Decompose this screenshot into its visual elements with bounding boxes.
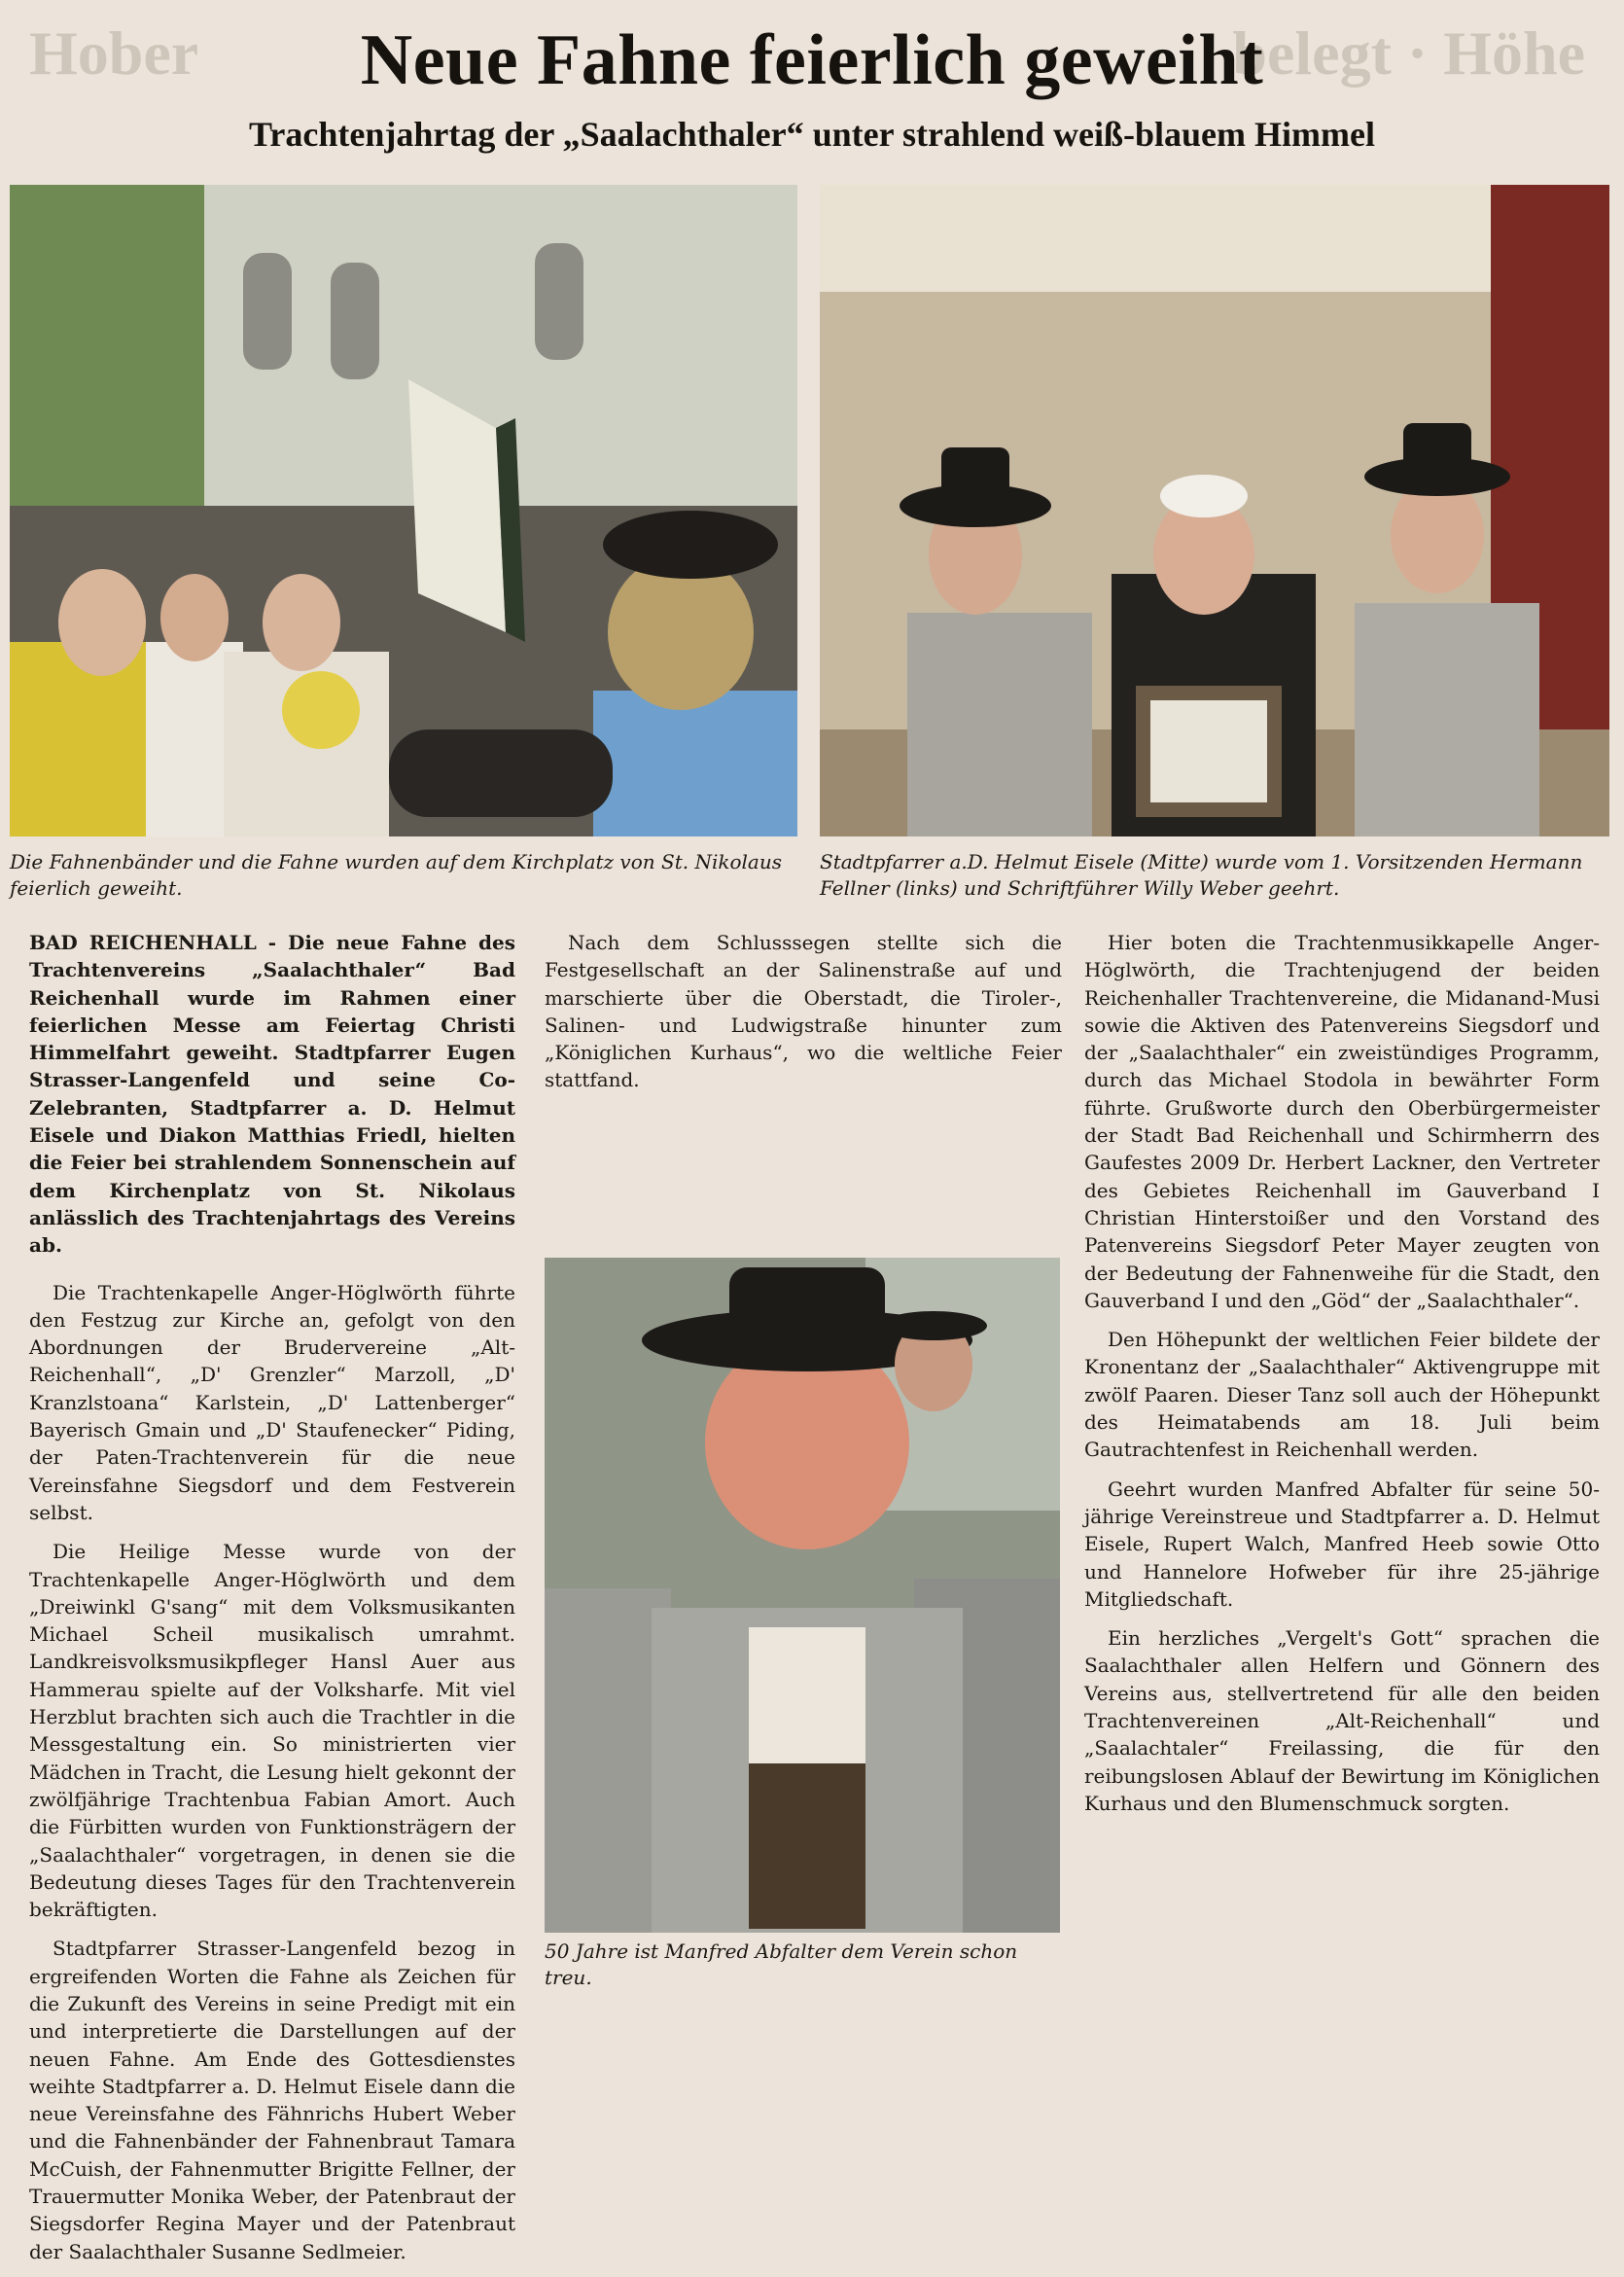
photo-laughing-man-icon [545,1258,1060,1933]
article-paragraph: Geehrt wurden Manfred Abfalter für seine 50-jährige Vereinstreue und Stadtpfarrer a. D. Helmut Eisele, Rupert Walch, Manfred Heeb sowie Otto und Hannelore Hofweber für ihre 25-jährige Mitgliedschaft. [1084,1476,1600,1611]
article-column-2 [545,929,1062,1106]
photo-caption: Stadtpfarrer a.D. Helmut Eisele (Mitte) wurde vom 1. Vorsitzenden Hermann Fellner (links) und Schriftführer Willy Weber geehrt. [820,850,1583,900]
faded-adjacent-headline: Hober [29,18,199,88]
article-paragraph: Die Heilige Messe wurde von der Trachtenkapelle Anger-Höglwörth und dem „Dreiwinkl G'sang“ mit dem Volksmusikanten Michael Scheil musikalisch umrahmt. Landkreisvolksmusikpfleger Hansl Auer aus Hammerau spielte auf der Volksharfe. Mit viel Herzblut brachten sich auch die Trachtler in die Messgestaltung ein. So ministrierten vier Mädchen in Tracht, die Lesung hielt gekonnt der zwölfjährige Trachtenbua Fabian Amort. Auch die Fürbitten wurden von Funktionsträgern der „Saalachthaler“ vorgetragen, in denen sie die Bedeutung dieses Tages für den Trachtenverein bekräftigten. [29,1540,515,1922]
photo-flag-blessing-icon [10,185,797,836]
article-paragraph: Ein herzliches „Vergelt's Gott“ sprachen die Saalachthaler allen Helfern und Gönnern des Vereins aus, stellvertretend für alle den beiden Trachtenvereinen „Alt-Reichenhall“ und „Saalachtaler“ Freilassing, die für den reibungslosen Ablauf der Bewirtung im Königlichen Kurhaus und den Blumenschmuck sorgten. [1084,1626,1600,1815]
photo-honoring-three-men-icon [820,185,1609,836]
photo-honoring-three-men [820,185,1609,836]
article-paragraph: Den Höhepunkt der weltlichen Feier bildete der Kronentanz der „Saalachthaler“ Aktivengruppe mit zwölf Paaren. Dieser Tanz soll auch der Höhepunkt des Heimatabends am 18. Juli beim Gautrachtenfest in Reichenhall werden. [1084,1328,1600,1462]
subheadline: Trachtenjahrtag der „Saalachthaler“ unter strahlend weiß-blauem Himmel [249,115,1375,154]
article-paragraph: Stadtpfarrer Strasser-Langenfeld bezog in ergreifenden Worten die Fahne als Zeichen für die Zukunft des Vereins in seine Predigt mit ein und interpretierte die Darstellungen auf der neuen Fahne. Am Ende des Gottesdienstes weihte Stadtpfarrer a. D. Helmut Eisele dann die neue Vereinsfahne des Fähnrichs Hubert Weber und die Fahnenbänder der Fahnenbraut Tamara McCuish, der Fahnenmutter Brigitte Fellner, der Trauermutter Monika Weber, der Patenbraut der Siegsdorfer Regina Mayer und der Patenbraut der Saalachthaler Susanne Sedlmeier. [29,1937,515,2263]
photo-caption: Die Fahnenbänder und die Fahne wurden auf dem Kirchplatz von St. Nikolaus feierlich geweiht. [10,850,782,900]
photo-flag-blessing [10,185,797,836]
photo-caption: 50 Jahre ist Manfred Abfalter dem Verein schon treu. [545,1939,1018,1989]
article-paragraph: Die Trachtenkapelle Anger-Höglwörth führte den Festzug zur Kirche an, gefolgt von den Abordnungen der Brudervereine „Alt-Reichenhall“, „D' Grenzler“ Marzoll, „D' Kranzlstoana“ Karlstein, „D' Lattenberger“ Bayerisch Gmain und „D' Staufenecker“ Piding, der Paten-Trachtenverein für die neue Vereinsfahne Siegsdorf und dem Festverein selbst. [29,1280,515,1524]
article-column-3 [1084,929,1600,1829]
article-lead: BAD REICHENHALL - Die neue Fahne des Trachtenvereins „Saalachthaler“ Bad Reichenhall wurde im Rahmen einer feierlichen Messe am Feiertag Christi Himmelfahrt geweiht. Stadtpfarrer Eugen Strasser-Langenfeld und seine Co-Zelebranten, Stadtpfarrer a. D. Helmut Eisele und Diakon Matthias Friedl, hielten die Feier bei strahlendem Sonnenschein auf dem Kirchenplatz von St. Nikolaus anlässlich des Trachtenjahrtags des Vereins ab. [29,931,515,1258]
headline: Neue Fahne feierlich geweiht [360,20,1264,100]
article-paragraph: Hier boten die Trachtenmusikkapelle Anger-Höglwörth, die Trachtenjugend der beiden Reichenhaller Trachtenvereine, die Midanand-Musi sowie die Aktiven des Patenvereins Siegsdorf und der „Saalachthaler“ ein zweistündiges Programm, durch das Michael Stodola in bewährter Form führte. Grußworte durch den Oberbürgermeister der Stadt Bad Reichenhall und Schirmherrn des Gaufestes 2009 Dr. Herbert Lackner, den Vertreter des Gebietes Reichenhall im Gauverband I Christian Hinterstoißer und den Vorstand des Patenvereins Siegsdorf Peter Mayer zeugten von der Bedeutung der Fahnenweihe für die Stadt, den Gauverband I und den „Göd“ der „Saalachthaler“. [1084,931,1600,1312]
faded-adjacent-headline: belegt · Höhe [1232,18,1585,88]
photo-laughing-man [545,1258,1060,1933]
article-column-1 [29,929,515,2277]
article-paragraph: Nach dem Schlusssegen stellte sich die Festgesellschaft an der Salinenstraße auf und marschierte über die Oberstadt, die Tiroler-, Salinen- und Ludwigstraße hinunter zum „Königlichen Kurhaus“, wo die weltliche Feier stattfand. [545,931,1062,1092]
